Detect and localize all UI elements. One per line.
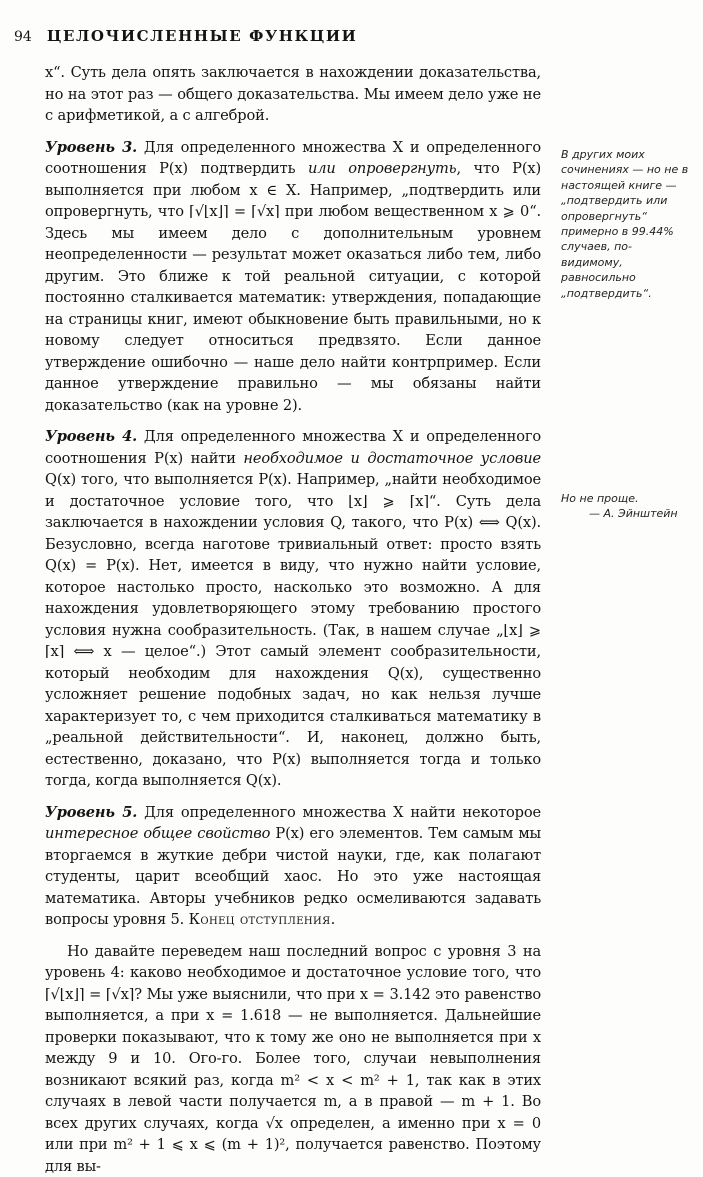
level-3-emphasis: или опровергнуть — [308, 160, 456, 177]
paragraph-level-3 — [45, 137, 541, 417]
paragraph-continuation: x“. Суть дела опять заключается в нахождении доказательства, но на этот раз — общего доказательства. Мы имеем дело уже не с арифметикой, а с алгеброй. — [45, 62, 541, 127]
margin-quote: Но не проще. — [561, 492, 638, 505]
level-4-emphasis: необходимое и достаточное условие — [243, 450, 541, 467]
page-number: 94 — [14, 29, 32, 45]
level-4-label: Уровень 4. — [45, 428, 137, 445]
margin-note-einstein — [561, 491, 691, 522]
level-5-text-b: P(x) его элементов. Тем самым мы вторгаемся в жуткие дебри чистой науки, где, как полагают студенты, царит всеобщий хаос. Но это уже настоящая математика. Авторы учебников редко осмеливаются задавать вопросы уровня 5. — [45, 825, 541, 928]
paragraph-level-4 — [45, 426, 541, 792]
level-3-label: Уровень 3. — [45, 139, 137, 156]
level-4-text-a: Для определенного множества X и определенного соотношения P(x) найти — [45, 428, 541, 467]
level-5-label: Уровень 5. — [45, 804, 137, 821]
level-3-text-a: Для определенного множества X и определенного соотношения P(x) подтвердить — [45, 139, 541, 178]
level-5-text-a: Для определенного множества X найти некоторое — [144, 804, 541, 821]
level-5-emphasis: интересное общее свойство — [45, 825, 270, 842]
margin-note-confirm: В других моих сочинениях — но не в настоящей книге — „подтвердить или опровергнуть“ примерно в 99.44% случаев, по-видимому, равносильно „подтвердить“. — [561, 147, 691, 301]
level-4-text-b: Q(x) того, что выполняется P(x). Например, „найти необходимое и достаточное условие того, что ⌊x⌋ ⩾ ⌈x⌉“. Суть дела заключается в нахождении условия Q, такого, что P(x) ⟺ Q(x). Безусловно, всегда наготове тривиальный ответ: просто взять Q(x) = P(x). Нет, имеется в виду, что нужно найти условие, которое настолько просто, насколько это возможно. А для нахождения удовлетворяющего этому требованию простого условия нужна сообразительность. (Так, в нашем случае „⌊x⌋ ⩾ ⌈x⌉ ⟺ x — целое“.) Этот самый элемент сообразительности, который необходим для нахождения Q(x), существенно усложняет решение подобных задач, но как нельзя лучше характеризует то, с чем приходится сталкиваться математику в „реальной действительности“. И, наконец, должно быть, естественно, доказано, что P(x) выполняется тогда и только тогда, когда выполняется Q(x). — [45, 471, 541, 789]
margin-quote-attribution: — А. Эйнштейн — [561, 506, 691, 521]
running-title: ЦЕЛОЧИСЛЕННЫЕ ФУНКЦИИ — [47, 27, 357, 45]
running-header — [14, 26, 357, 45]
main-text-column — [45, 62, 541, 1177]
level-3-text-b: , что P(x) выполняется при любом x ∈ X. Например, „подтвердить или опровергнуть, что ⌈√⌊x⌋⌉ = ⌈√x⌉ при любом вещественном x ⩾ 0“. Здесь мы имеем дело с дополнительным уровнем неопределенности — результат может оказаться либо тем, либо другим. Это ближе к той реальной ситуации, с которой постоянно сталкивается математик: утверждения, попадающие на страницы книг, имеют обыкновение быть правильными, но к новому следует относиться предвзято. Если данное утверждение ошибочно — наше дело найти контрпример. Если данное утверждение правильно — мы обязаны найти доказательство (как на уровне 2). — [45, 160, 541, 414]
paragraph-final: Но давайте переведем наш последний вопрос с уровня 3 на уровень 4: каково необходимое и достаточное условие того, что ⌈√⌊x⌋⌉ = ⌈√x⌉? Мы уже выяснили, что при x = 3.142 это равенство выполняется, а при x = 1.618 — не выполняется. Дальнейшие проверки показывают, что к тому же оно не выполняется при x между 9 и 10. Ого-го. Более того, случаи невыполнения возникают всякий раз, когда m² < x < m² + 1, так как в этих случаях в левой части получается m, а в правой — m + 1. Во всех других случаях, когда √x определен, а именно при x = 0 или при m² + 1 ⩽ x ⩽ (m + 1)², получается равенство. Поэтому для вы- — [45, 941, 541, 1177]
paragraph-level-5 — [45, 802, 541, 931]
digression-end-marker: Конец отступления. — [189, 911, 336, 928]
